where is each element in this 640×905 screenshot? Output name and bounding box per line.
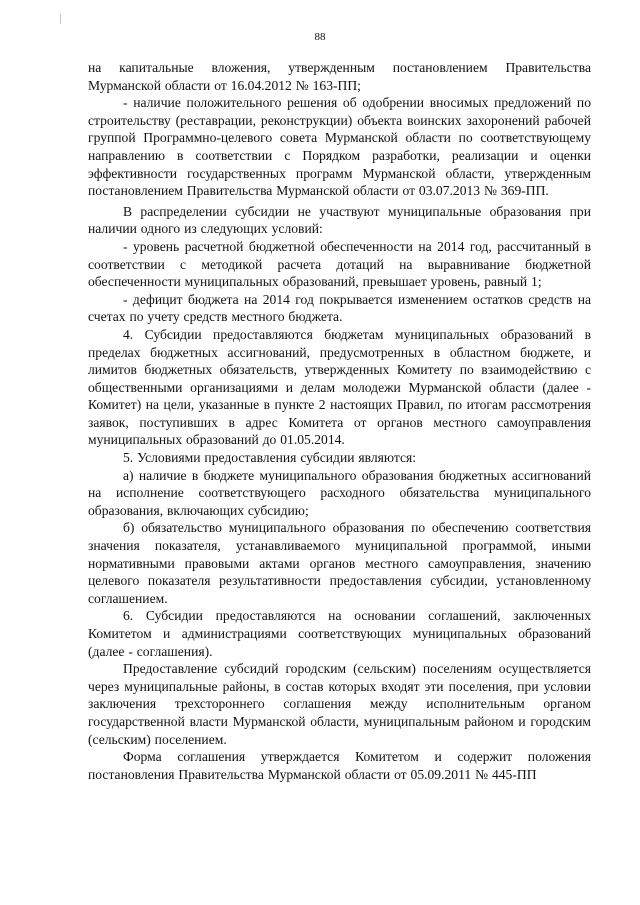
paragraph-exclusion-deficit: - дефицит бюджета на 2014 год покрывается изменением остатков средств на счетах по учету средств местного бюджета.: [88, 291, 591, 325]
paragraph-exclusion-budget-level: - уровень расчетной бюджетной обеспеченности на 2014 год, рассчитанный в соответствии с методикой расчета дотаций на выравнивание бюджетной обеспеченности муниципальных образований, превышает уровень, равный 1;: [88, 238, 591, 290]
paragraph-agreement-form: Форма соглашения утверждается Комитетом и содержит положения постановления Правительства Мурманской области от 05.09.2011 № 445-ПП: [88, 749, 591, 782]
page-number: 88: [314, 31, 326, 43]
paragraph-section-4: 4. Субсидии предоставляются бюджетам муниципальных образований в пределах бюджетных ассигнований, предусмотренных в областном бюджете, и лимитов бюджетных обязательств, утвержденных Комитету по взаимодействию с общественными организациями и делам молодежи Мурманской области (далее - Комитет) на цели, указанные в пункте 2 настоящих Правил, по итогам рассмотрения заявок, поступивших в адрес Комитета от органов местного самоуправления муниципальных образований до 01.05.2014.: [88, 326, 591, 448]
paragraph-condition-approval: - наличие положительного решения об одобрении вносимых предложений по строительству (реставрации, реконструкции) объекта воинских захоронений рабочей группой Программно-целевого совета Мурманской области по соответствующему направлению в соответствии с Порядком разработки, реализации и оценки эффективности государственных программ Мурманской области, утвержденным постановлением Правительства Мурманской области от 03.07.2013 № 369-ПП.: [88, 95, 591, 199]
paragraph-exclusion-intro: В распределении субсидии не участвуют муниципальные образования при наличии одного из следующих условий:: [88, 203, 591, 237]
document-body: [88, 59, 591, 783]
paragraph-continuation: на капитальные вложения, утвержденным постановлением Правительства Мурманской области от 16.04.2012 № 163-ПП;: [88, 60, 591, 93]
paragraph-section-5b: б) обязательство муниципального образования по обеспечению соответствия значения показателя, устанавливаемого муниципальной программой, иными нормативными правовыми актами органов местного самоуправления, значению целевого показателя результативности предоставления субсидии, установленному соглашением.: [88, 520, 591, 606]
scan-edge-mark: [60, 14, 61, 24]
paragraph-section-6: 6. Субсидии предоставляются на основании соглашений, заключенных Комитетом и администрациями соответствующих муниципальных образований (далее - соглашения).: [88, 608, 591, 659]
paragraph-section-5: 5. Условиями предоставления субсидии являются:: [123, 450, 417, 466]
paragraph-section-5a: а) наличие в бюджете муниципального образования бюджетных ассигнований на исполнение соответствующего расходного обязательства муниципального образования, включающих субсидию;: [88, 467, 591, 518]
paragraph-settlements: Предоставление субсидий городским (сельским) поселениям осуществляется через муниципальные районы, в состав которых входят эти поселения, при условии заключения трехстороннего соглашения между исполнительным органом государственной власти Мурманской области, муниципальным районом и городским (сельским) поселением.: [88, 661, 591, 747]
